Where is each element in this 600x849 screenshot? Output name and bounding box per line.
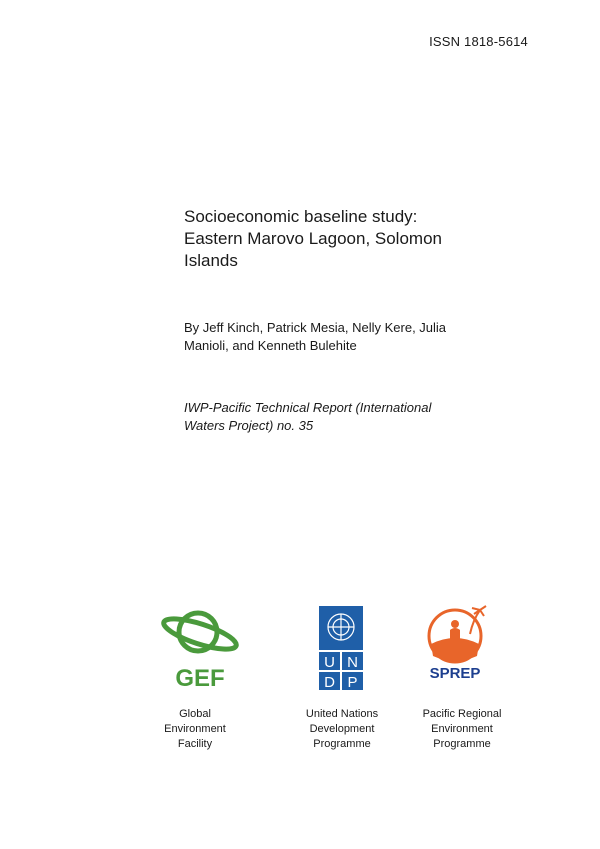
title-line: Socioeconomic baseline study:	[184, 207, 418, 226]
caption-line: Facility	[177, 738, 213, 750]
caption-line: Environment	[164, 723, 226, 735]
sprep-logo	[420, 604, 490, 684]
title-line: Islands	[184, 251, 238, 270]
caption-line: Programme	[433, 738, 491, 750]
gef-logo	[160, 606, 240, 690]
authors-line: By Jeff Kinch, Patrick Mesia, Nelly Kere, Julia	[184, 320, 447, 335]
report-series	[184, 399, 504, 435]
sprep-caption	[402, 707, 522, 752]
caption-line: Pacific Regional	[422, 708, 502, 720]
caption-line: Environment	[431, 723, 493, 735]
document-title	[184, 206, 484, 272]
undp-logo	[319, 606, 363, 690]
caption-line: United Nations	[305, 708, 379, 720]
series-line: IWP-Pacific Technical Report (International	[184, 400, 432, 415]
undp-letter: D	[324, 674, 335, 690]
authors	[184, 319, 504, 355]
sprep-logo-text: SPREP	[429, 665, 481, 682]
gef-caption	[135, 707, 255, 752]
caption-line: Programme	[313, 738, 371, 750]
issn-label: ISSN 1818-5614	[429, 34, 528, 49]
gef-logo-text: GEF	[175, 665, 225, 690]
undp-letter: U	[324, 654, 335, 671]
series-line: Waters Project) no. 35	[184, 418, 314, 433]
undp-letter: P	[347, 674, 358, 690]
title-line: Eastern Marovo Lagoon, Solomon	[184, 229, 442, 248]
caption-line: Global	[179, 708, 211, 720]
caption-line: Development	[309, 723, 375, 735]
undp-letter: N	[347, 654, 358, 671]
authors-line: Manioli, and Kenneth Bulehite	[184, 338, 357, 353]
undp-caption	[282, 707, 402, 752]
